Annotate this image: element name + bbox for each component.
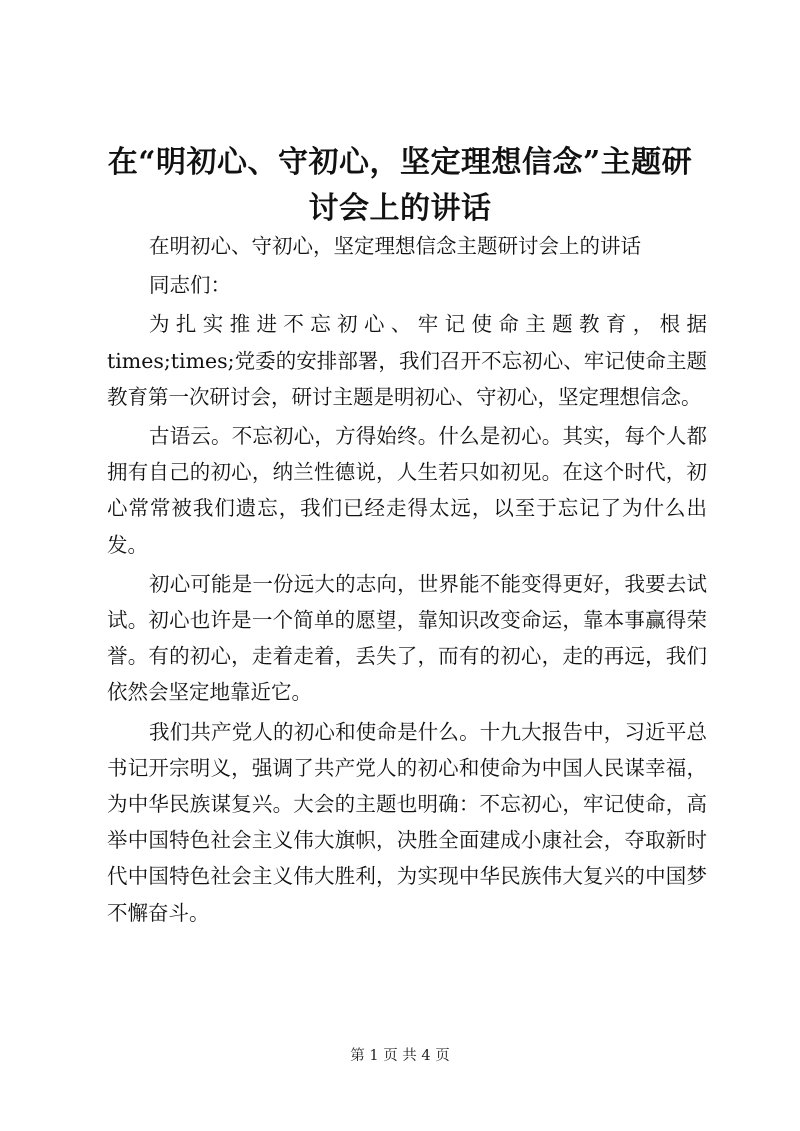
- title-line-2: 讨会上的讲话: [308, 191, 492, 226]
- body-paragraph: 初心可能是一份远大的志向，世界能不能变得更好，我要去试试。初心也许是一个简单的愿望，靠知识改变命运，靠本事赢得荣誉。有的初心，走着走着，丢失了，而有的初心，走的再远，我们依然会坚定地靠近它。: [107, 571, 707, 705]
- page-number-footer: 第 1 页 共 4 页: [350, 1048, 450, 1064]
- document-body: [107, 228, 707, 934]
- document-title: [100, 140, 700, 232]
- body-paragraph: 我们共产党人的初心和使命是什么。十九大报告中，习近平总书记开宗明义，强调了共产党人的初心和使命为中国人民谋幸福，为中华民族谋复兴。大会的主题也明确：不忘初心，牢记使命，高举中国特色社会主义伟大旗帜，决胜全面建成小康社会，夺取新时代中国特色社会主义伟大胜利，为实现中华民族伟大复兴的中国梦不懈奋斗。: [107, 719, 707, 925]
- subtitle-paragraph: 在明初心、守初心，坚定理想信念主题研讨会上的讲话: [149, 234, 642, 258]
- salutation-paragraph: 同志们：: [149, 273, 232, 298]
- body-paragraph: 为扎实推进不忘初心、牢记使命主题教育，根据times;times;党委的安排部署，我们召开不忘初心、牢记使命主题教育第一次研讨会，研讨主题是明初心、守初心，坚定理想信念。: [107, 312, 707, 409]
- body-paragraph: 古语云。不忘初心，方得始终。什么是初心。其实，每个人都拥有自己的初心，纳兰性德说，人生若只如初见。在这个时代，初心常常被我们遗忘，我们已经走得太远，以至于忘记了为什么出发。: [107, 424, 707, 557]
- title-line-1: 在“明初心、守初心，坚定理想信念”主题研: [107, 145, 693, 180]
